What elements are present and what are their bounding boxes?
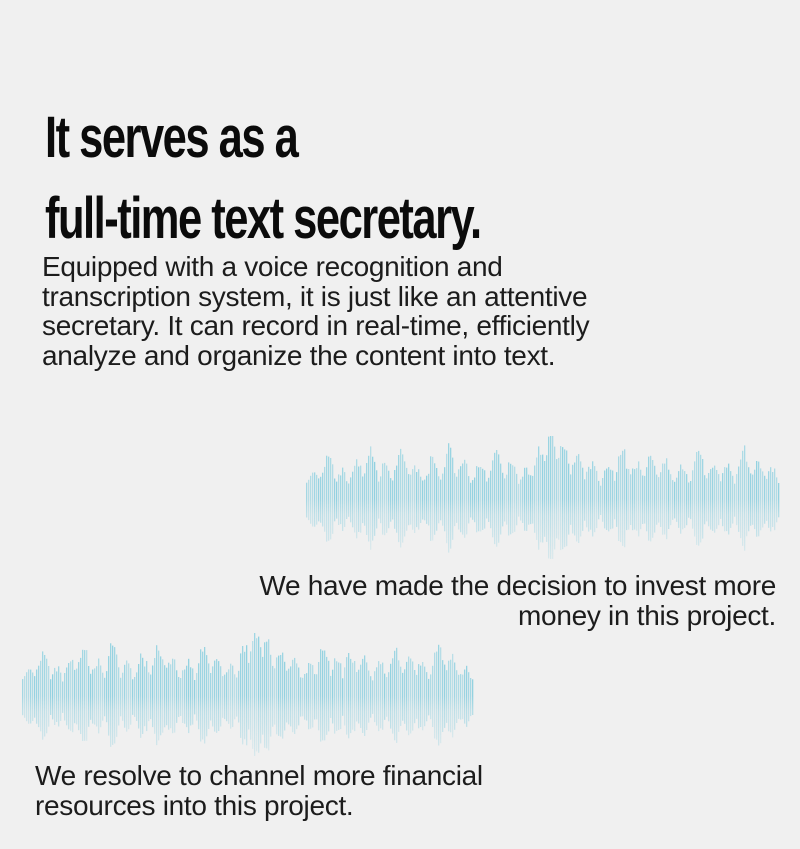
caption-line: We have made the decision to invest more [259,570,776,601]
intro-line: Equipped with a voice recognition and [42,251,503,282]
audio-waveform-bottom-icon [22,632,474,760]
caption-resolve [35,761,483,820]
headline-line-2: full-time text secretary. [45,186,481,251]
intro-line: secretary. It can record in real-time, efficiently [42,310,590,341]
caption-invest [259,571,776,630]
caption-line: money in this project. [518,599,776,631]
caption-line: resources into this project. [35,789,354,821]
intro-line: analyze and organize the content into text. [42,339,556,371]
intro-paragraph [42,252,589,370]
intro-line: transcription system, it is just like an attentive [42,280,588,312]
audio-waveform-top-icon [306,435,781,563]
headline [45,97,626,259]
caption-line: We resolve to channel more financial [35,760,483,791]
headline-line-1: It serves as a [45,105,298,170]
